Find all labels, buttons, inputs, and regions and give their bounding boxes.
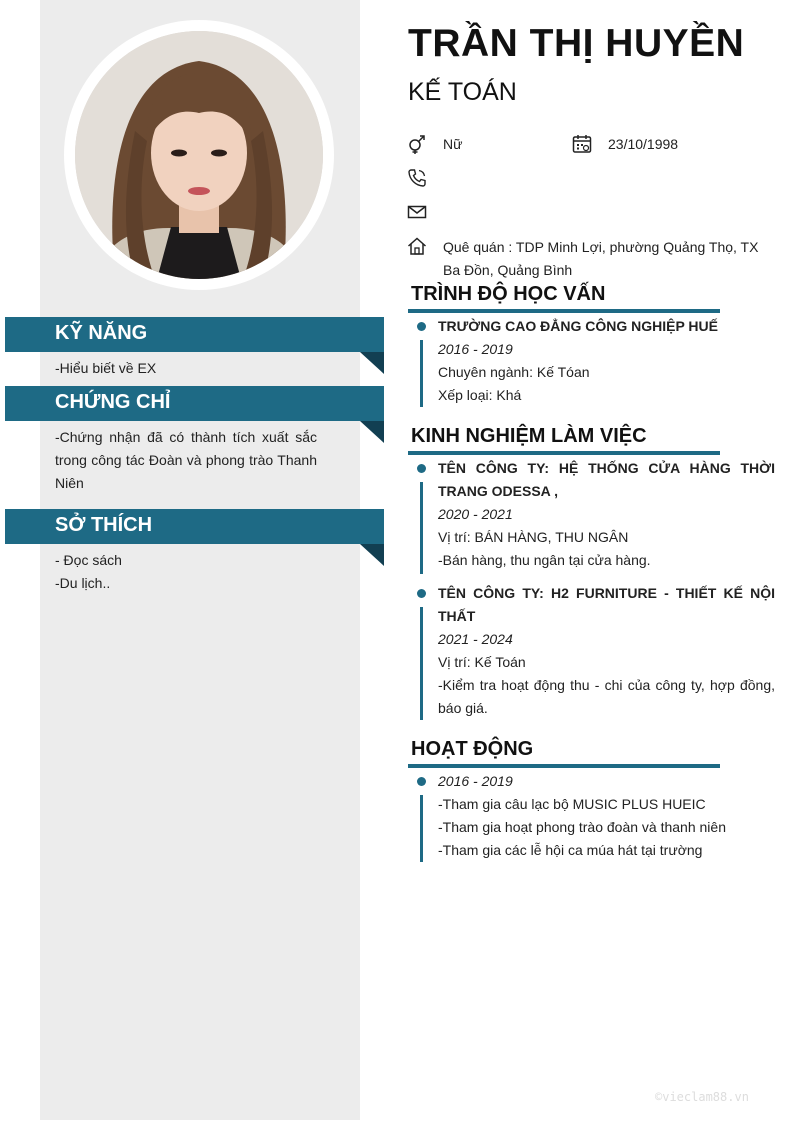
skill-item: -Hiểu biết về EX	[55, 360, 157, 376]
phone-icon	[407, 168, 427, 188]
job-company-cont: THẤT	[438, 608, 476, 624]
education-rule	[408, 309, 720, 313]
job-position: Vị trí: BÁN HÀNG, THU NGÂN	[438, 529, 629, 545]
skills-list	[55, 357, 317, 380]
job-description-cont: báo giá.	[438, 700, 488, 716]
education-title: TRÌNH ĐỘ HỌC VẤN	[411, 283, 606, 305]
hometown-line: Quê quán : TDP Minh Lợi, phường Quảng Thọ, TX	[443, 239, 759, 255]
hobbies-ribbon-fold	[360, 544, 384, 566]
activities-bullet	[417, 777, 426, 786]
job-bullet	[417, 464, 426, 473]
education-timeline	[420, 340, 423, 407]
job-bullet	[417, 589, 426, 598]
candidate-role: KẾ TOÁN	[408, 78, 517, 106]
job-position: Vị trí: Kế Toán	[438, 654, 526, 670]
activities-title: HOẠT ĐỘNG	[411, 738, 534, 760]
activities-entry	[438, 770, 775, 862]
certificates-ribbon-fold	[360, 421, 384, 443]
job-description: -Bán hàng, thu ngân tại cửa hàng.	[438, 552, 651, 568]
job-company-cont: TRANG ODESSA ,	[438, 483, 559, 499]
mail-icon	[407, 202, 427, 222]
job-period: 2021 - 2024	[438, 631, 513, 647]
certificates-title: CHỨNG CHỈ	[55, 391, 171, 413]
activities-period: 2016 - 2019	[438, 773, 513, 789]
education-grade: Xếp loại: Khá	[438, 387, 522, 403]
gender-value: Nữ	[443, 136, 463, 152]
candidate-name: TRẦN THỊ HUYỀN	[408, 22, 745, 65]
activity-item: -Tham gia hoạt phong trào đoàn và thanh niên	[438, 819, 726, 835]
calendar-icon	[572, 134, 592, 154]
activity-item: -Tham gia các lễ hội ca múa hát tại trường	[438, 842, 703, 858]
job-timeline	[420, 482, 423, 574]
skills-header	[5, 317, 384, 352]
job-description: -Kiểm tra hoạt động thu - chi của công ty, hợp đồng,	[438, 677, 775, 693]
gender-icon	[407, 134, 427, 154]
hobby-item: - Đọc sách	[55, 552, 122, 568]
education-bullet	[417, 322, 426, 331]
profile-photo-frame	[64, 20, 334, 290]
home-icon	[407, 236, 427, 256]
skills-ribbon-fold	[360, 352, 384, 374]
activity-item: -Tham gia câu lạc bộ MUSIC PLUS HUEIC	[438, 796, 706, 812]
job-entry	[438, 582, 775, 720]
hometown-value	[443, 236, 758, 282]
experience-title: KINH NGHIỆM LÀM VIỆC	[411, 425, 647, 447]
activities-rule	[408, 764, 720, 768]
hometown-line: Ba Đồn, Quảng Bình	[443, 262, 573, 278]
skills-title: KỸ NĂNG	[55, 322, 148, 344]
job-entry	[438, 457, 775, 572]
hobbies-title: SỞ THÍCH	[55, 514, 153, 536]
school-name: TRƯỜNG CAO ĐẲNG CÔNG NGHIỆP HUẾ	[438, 318, 718, 334]
job-company: TÊN CÔNG TY: HỆ THỐNG CỬA HÀNG THỜI	[438, 460, 775, 476]
hobbies-header	[5, 509, 384, 544]
education-entry	[438, 315, 775, 407]
certificates-text: -Chứng nhận đã có thành tích xuất sắc trong công tác Đoàn và phong trào Thanh Niên	[55, 429, 317, 491]
dob-value: 23/10/1998	[608, 136, 679, 152]
experience-rule	[408, 451, 720, 455]
hobby-item: -Du lịch..	[55, 575, 111, 591]
activities-timeline	[420, 795, 423, 862]
watermark: ©vieclam88.vn	[655, 1090, 749, 1104]
education-major: Chuyên ngành: Kế Tóan	[438, 364, 590, 380]
hobbies-list	[55, 549, 317, 595]
education-period: 2016 - 2019	[438, 341, 513, 357]
job-timeline	[420, 607, 423, 720]
job-company: TÊN CÔNG TY: H2 FURNITURE - THIẾT KẾ NỘI	[438, 585, 775, 601]
certificates-header	[5, 386, 384, 421]
job-period: 2020 - 2021	[438, 506, 513, 522]
profile-photo	[75, 31, 323, 279]
